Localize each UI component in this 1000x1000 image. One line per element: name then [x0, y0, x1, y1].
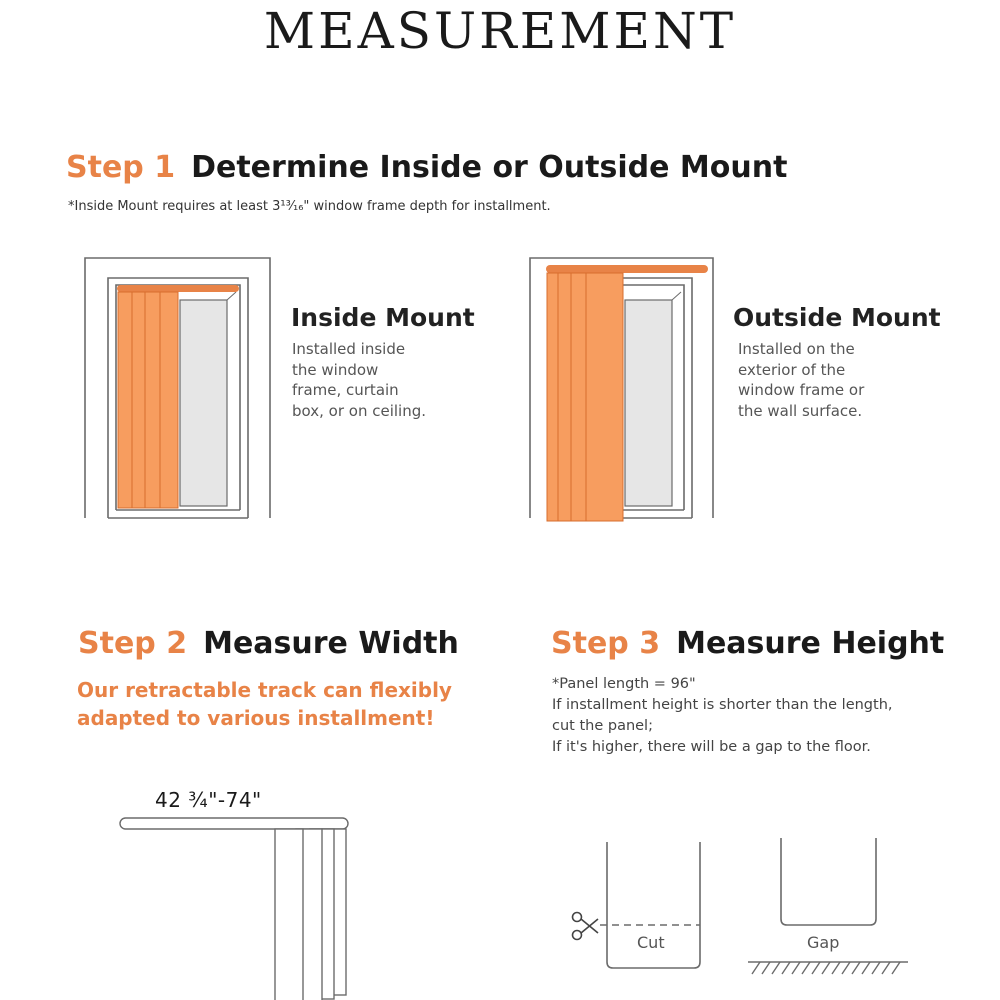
- step1-number: Step 1: [66, 150, 176, 185]
- outside-mount-title: Outside Mount: [733, 303, 941, 332]
- step3-number: Step 3: [551, 626, 661, 661]
- inside-desc-line: Installed inside: [292, 340, 406, 358]
- step3-desc-line: *Panel length = 96": [552, 676, 696, 692]
- step2-desc-line: adapted to various installment!: [77, 706, 435, 730]
- gap-panel-outline: [781, 838, 876, 925]
- step3-desc-line: If it's higher, there will be a gap to the floor.: [552, 739, 871, 755]
- step2-title: Measure Width: [203, 626, 459, 661]
- outside-desc-line: window frame or: [738, 381, 865, 399]
- inside-desc-line: frame, curtain: [292, 381, 399, 399]
- step1-title: Determine Inside or Outside Mount: [191, 150, 788, 185]
- gap-label: Gap: [807, 933, 840, 952]
- floor-hatch: [752, 962, 900, 974]
- inside-desc-line: the window: [292, 360, 379, 379]
- step2-number: Step 2: [78, 626, 188, 661]
- inside-mount-title: Inside Mount: [291, 303, 475, 332]
- width-range-label: 42 ¾"-74": [155, 788, 262, 812]
- step2-desc-line: Our retractable track can flexibly: [77, 678, 452, 702]
- step1-note: *Inside Mount requires at least 3¹³⁄₁₆" window frame depth for installment.: [68, 199, 551, 214]
- outside-desc-line: exterior of the: [738, 360, 846, 379]
- outside-desc-line: Installed on the: [738, 340, 855, 358]
- outside-desc-line: the wall surface.: [738, 401, 863, 420]
- scissors-icon: [573, 913, 599, 940]
- step3-title: Measure Height: [676, 626, 945, 661]
- page-title: MEASUREMENT: [263, 2, 737, 60]
- inside-desc-line: box, or on ceiling.: [292, 401, 426, 420]
- step3-desc-line: If installment height is shorter than the length,: [552, 697, 893, 713]
- cut-label: Cut: [637, 933, 665, 952]
- step3-desc-line: cut the panel;: [552, 718, 653, 734]
